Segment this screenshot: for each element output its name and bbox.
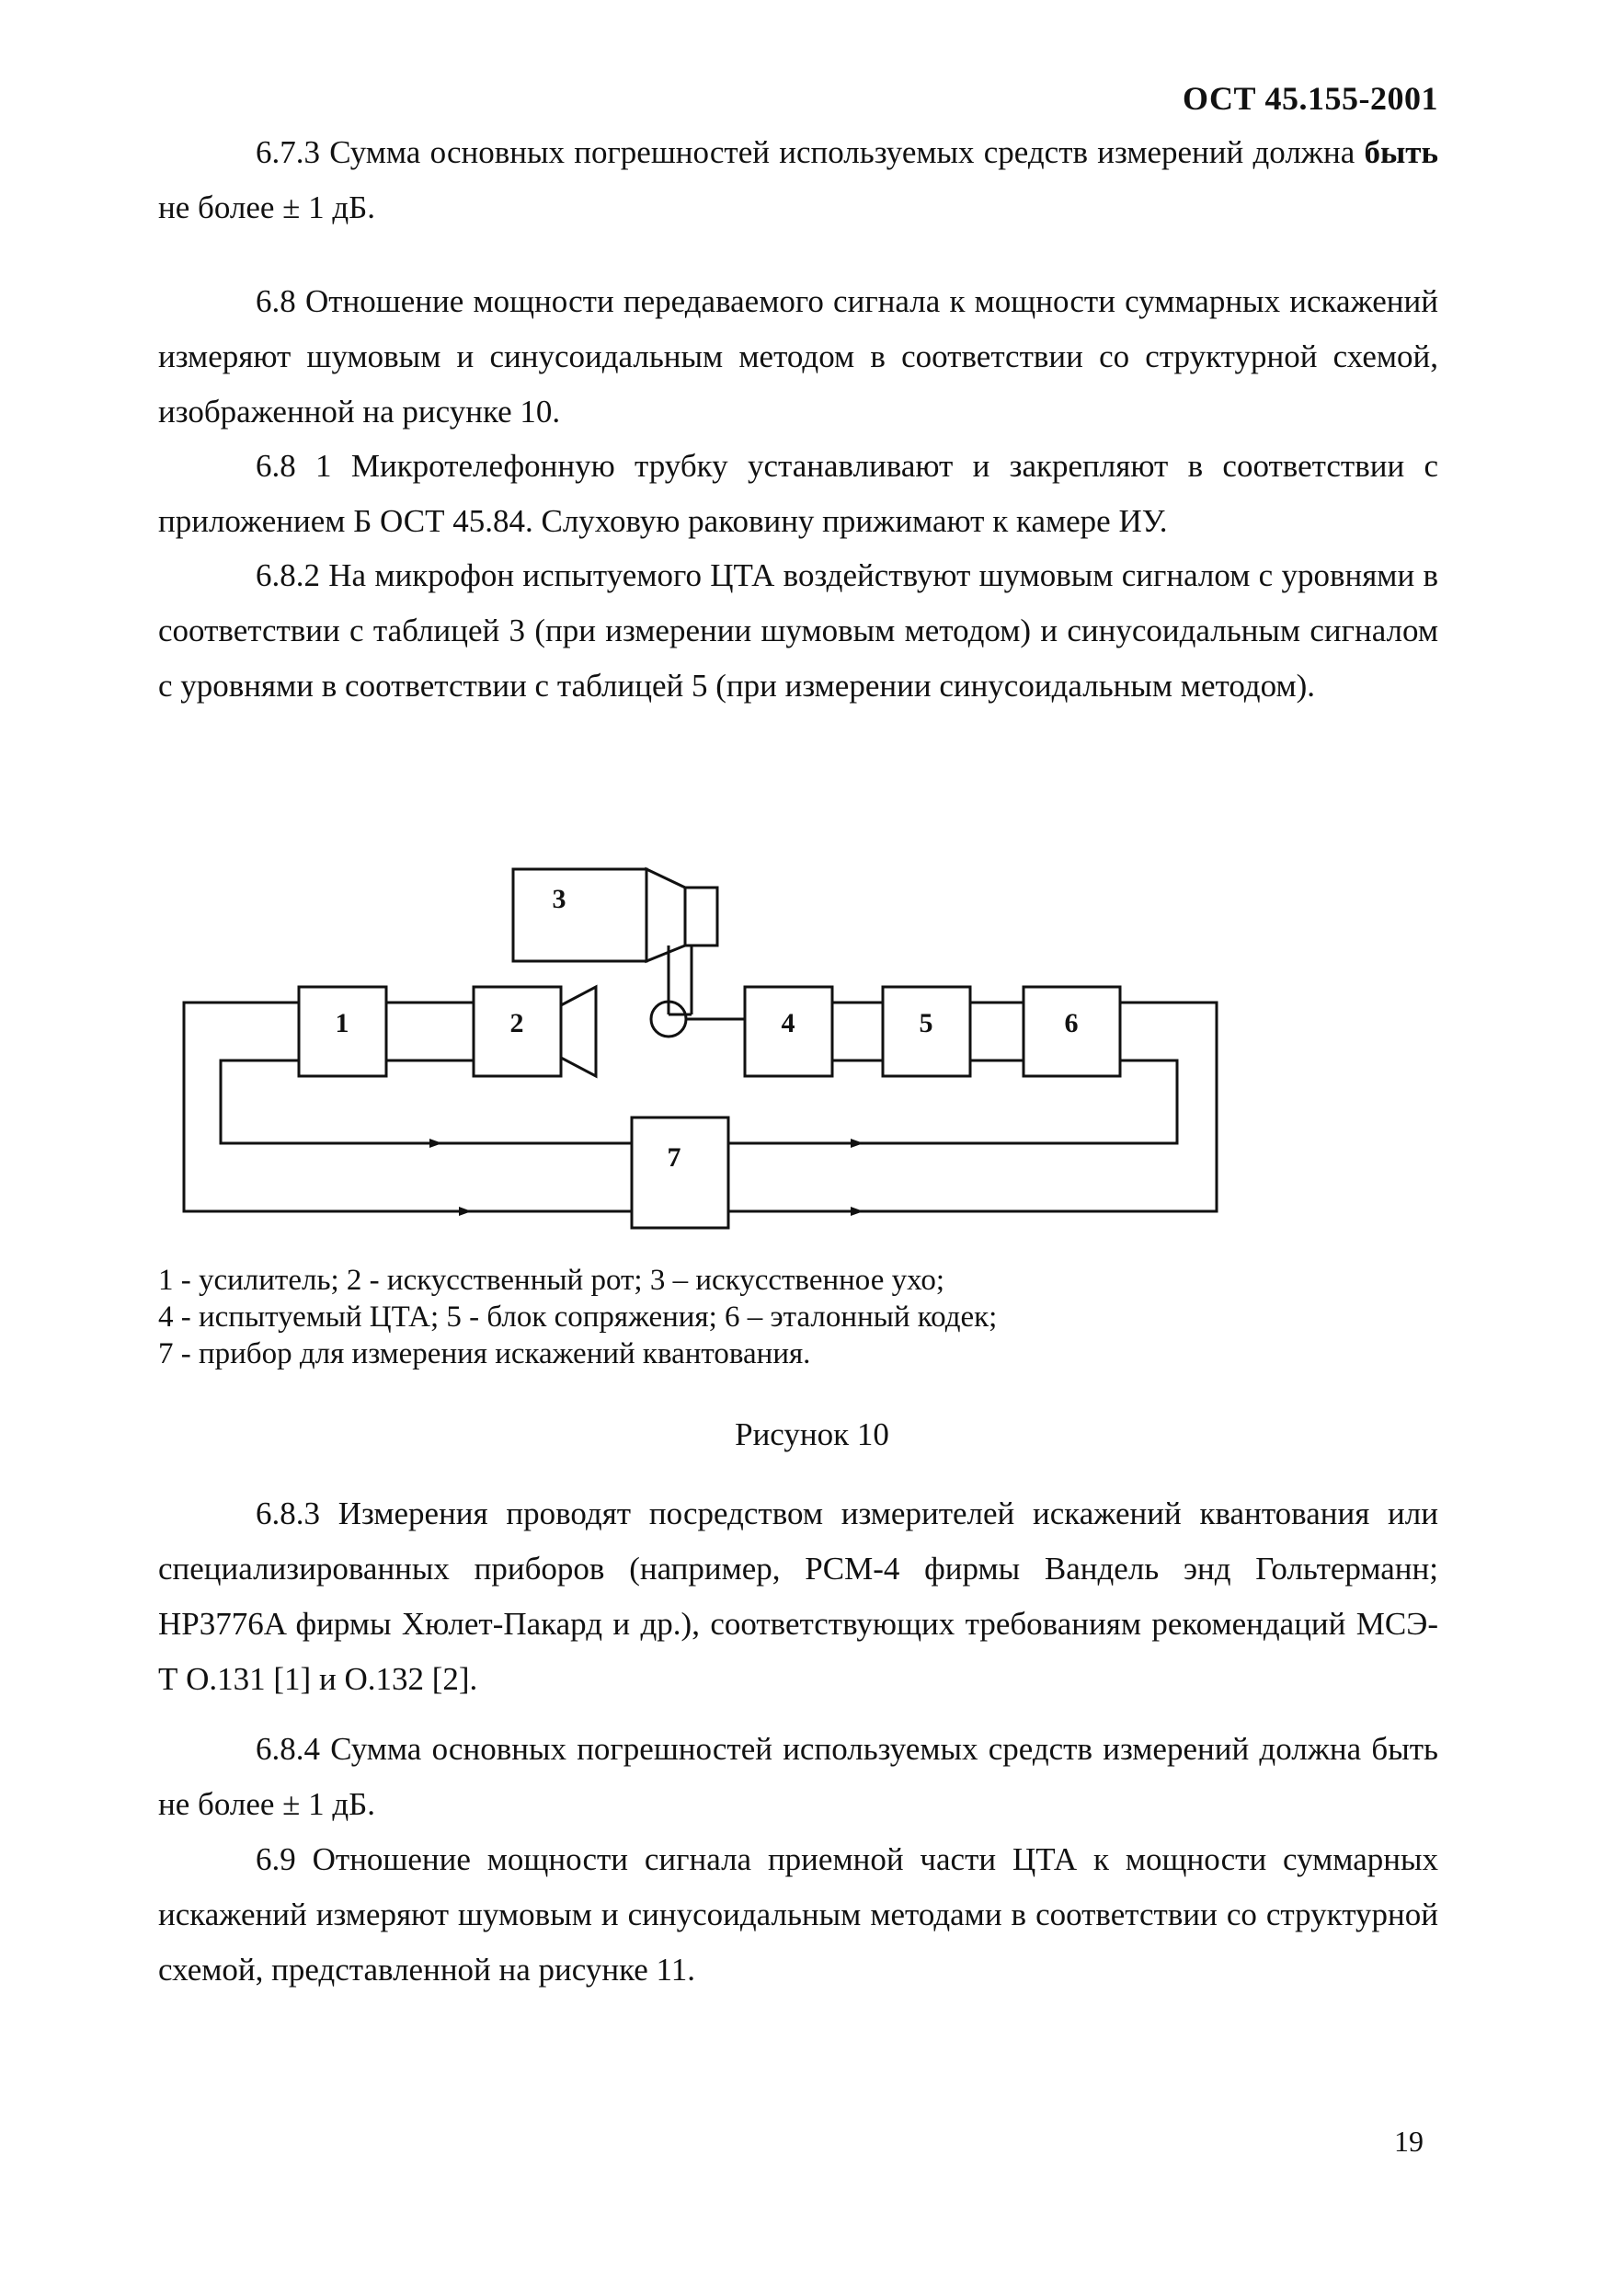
paragraph-6-7-3-text-a: 6.7.3 Сумма основных погрешностей используемых средств измерений должна bbox=[256, 134, 1365, 170]
paragraph-6-7-3-bold: быть bbox=[1364, 134, 1438, 170]
figure-10-diagram bbox=[175, 851, 1232, 1242]
block-2-label: 2 bbox=[509, 1008, 524, 1038]
block-3-artificial-ear bbox=[513, 869, 646, 961]
outer-loop-line bbox=[728, 1003, 1217, 1211]
paragraph-6-8-1: 6.8 1 Микротелефонную трубку устанавливают и закрепляют в соответствии с приложением Б ОСТ 45.84. Слуховую раковину прижимают к камере ИУ. bbox=[158, 448, 1438, 539]
page-number: 19 bbox=[1394, 2125, 1424, 2158]
paragraph-6-8-2: 6.8.2 На микрофон испытуемого ЦТА воздействуют шумовым сигналом с уровнями в соответствии с таблицей 3 (при измерении шумовым методом) и синусоидальным сигналом с уровнями в соответствии с таблицей 5 (при измерении синусоидальным методом). bbox=[158, 557, 1438, 704]
block-6-label: 6 bbox=[1064, 1008, 1079, 1038]
block-1-label: 1 bbox=[335, 1008, 349, 1038]
inner-loop-line bbox=[728, 1060, 1177, 1143]
document-id: ОСТ 45.155-2001 bbox=[1183, 80, 1438, 117]
figure-caption: Рисунок 10 bbox=[735, 1416, 889, 1452]
artificial-ear-tube bbox=[685, 888, 717, 945]
figure-legend bbox=[158, 1262, 997, 1372]
block-5-label: 5 bbox=[919, 1008, 933, 1038]
outer-loop-line-return bbox=[184, 1003, 632, 1211]
block-7-distortion-meter bbox=[632, 1117, 728, 1228]
paragraph-6-8-3: 6.8.3 Измерения проводят посредством измерителей искажений квантования или специализированных приборов (например, PCM-4 фирмы Вандель энд Гольтерманн; HP3776A фирмы Хюлет-Пакард и др.), соответствующих требованиям рекомендаций МСЭ-Т О.131 [1] и О.132 [2]. bbox=[158, 1496, 1438, 1697]
block-7-label: 7 bbox=[667, 1142, 681, 1173]
paragraph-6-8-4: 6.8.4 Сумма основных погрешностей используемых средств измерений должна быть не более ± 1 дБ. bbox=[158, 1731, 1438, 1822]
paragraph-6-7-3 bbox=[158, 125, 1438, 235]
block-diagram bbox=[175, 851, 1232, 1242]
artificial-ear-horn bbox=[646, 869, 685, 961]
legend-line: 4 - испытуемый ЦТА; 5 - блок сопряжения; 6 – эталонный кодек; bbox=[158, 1301, 998, 1334]
legend-line: 7 - прибор для измерения искажений квантования. bbox=[158, 1337, 811, 1370]
paragraph-6-7-3-text-b: не более ± 1 дБ. bbox=[158, 189, 376, 225]
inner-loop-line-return bbox=[221, 1060, 632, 1143]
block-3-label: 3 bbox=[552, 884, 566, 914]
paragraph-6-8: 6.8 Отношение мощности передаваемого сигнала к мощности суммарных искажений измеряют шумовым и синусоидальным методом в соответствии со структурной схемой, изображенной на рисунке 10. bbox=[158, 283, 1438, 430]
artificial-mouth-horn bbox=[561, 987, 596, 1076]
block-4-label: 4 bbox=[781, 1008, 795, 1038]
legend-line: 1 - усилитель; 2 - искусственный рот; 3 – искусственное ухо; bbox=[158, 1264, 945, 1297]
paragraph-6-9: 6.9 Отношение мощности сигнала приемной части ЦТА к мощности суммарных искажений измеряют шумовым и синусоидальным методами в соответствии со структурной схемой, представленной на рисунке 11. bbox=[158, 1841, 1438, 1988]
